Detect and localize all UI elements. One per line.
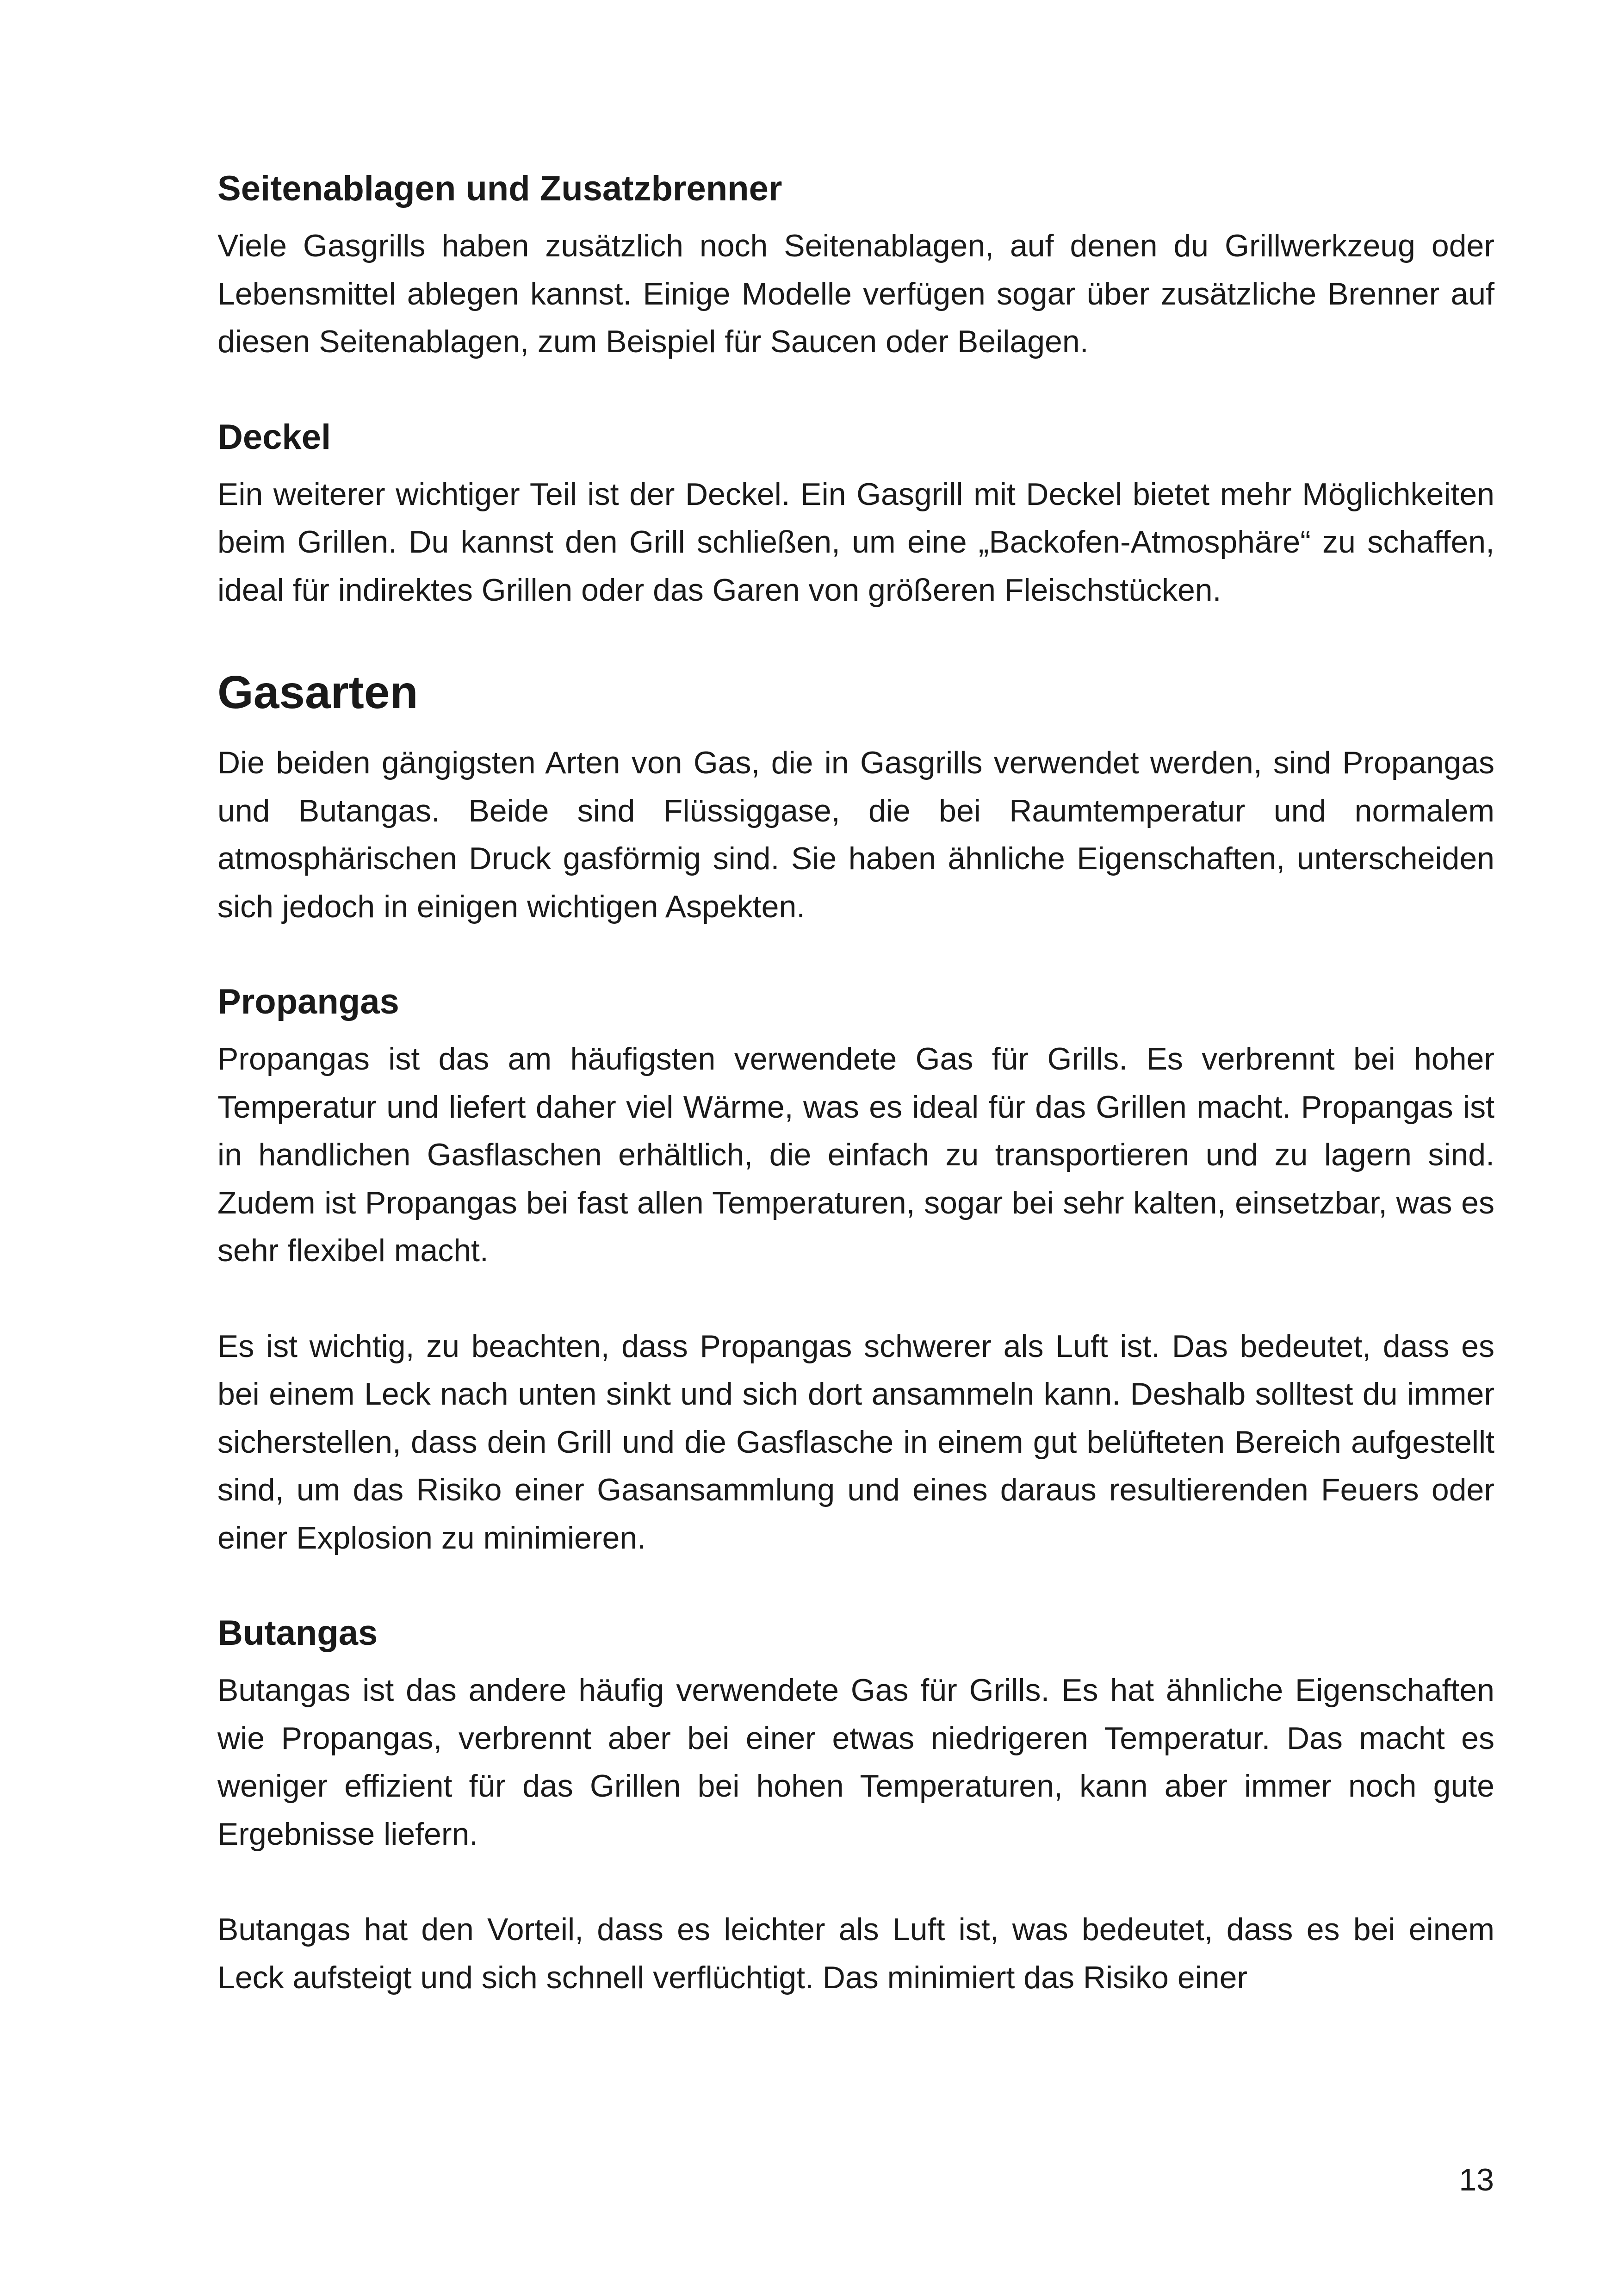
section-propangas	[217, 979, 1494, 1562]
paragraph: Ein weiterer wichtiger Teil ist der Deckel. Ein Gasgrill mit Deckel bietet mehr Möglichkeiten beim Grillen. Du kannst den Grill schließen, um eine „Backofen-Atmosphäre“ zu schaffen, ideal für indirektes Grillen oder das Garen von größeren Fleischstücken.	[217, 476, 1494, 608]
paragraph: Die beiden gängigsten Arten von Gas, die in Gasgrills verwendet werden, sind Propangas und Butangas. Beide sind Flüssiggase, die bei Raumtemperatur und normalem atmosphärischen Druck gasförmig sind. Sie haben ähnliche Eigenschaften, unterscheiden sich jedoch in einigen wichtigen Aspekten.	[217, 745, 1494, 924]
section-deckel	[217, 414, 1494, 615]
subheading-propangas: Propangas	[217, 982, 399, 1021]
section-butangas	[217, 1610, 1494, 2002]
heading-gasarten: Gasarten	[217, 666, 418, 718]
page-number: 13	[1459, 2162, 1494, 2197]
paragraph: Viele Gasgrills haben zusätzlich noch Seitenablagen, auf denen du Grillwerkzeug oder Lebensmittel ablegen kannst. Einige Modelle verfügen sogar über zusätzliche Brenner auf diesen Seitenablagen, zum Beispiel für Saucen oder Beilagen.	[217, 228, 1494, 359]
paragraph: Butangas ist das andere häufig verwendete Gas für Grills. Es hat ähnliche Eigenschaften wie Propangas, verbrennt aber bei einer etwas niedrigeren Temperatur. Das macht es weniger effizient für das Grillen bei hohen Temperaturen, kann aber immer noch gute Ergebnisse liefern.	[217, 1673, 1494, 1852]
subheading-deckel: Deckel	[217, 417, 331, 457]
section-seitenablagen	[217, 166, 1494, 366]
subheading-butangas: Butangas	[217, 1613, 378, 1653]
section-gasarten	[217, 662, 1494, 931]
paragraph: Butangas hat den Vorteil, dass es leichter als Luft ist, was bedeutet, dass es bei einem Leck aufsteigt und sich schnell verflüchtigt. Das minimiert das Risiko einer	[217, 1912, 1494, 1995]
paragraph: Propangas ist das am häufigsten verwendete Gas für Grills. Es verbrennt bei hoher Temperatur und liefert daher viel Wärme, was es ideal für das Grillen macht. Propangas ist in handlichen Gasflaschen erhältlich, die einfach zu transportieren und zu lagern sind. Zudem ist Propangas bei fast allen Temperaturen, sogar bei sehr kalten, einsetzbar, was es sehr flexibel macht.	[217, 1041, 1494, 1268]
paragraph: Es ist wichtig, zu beachten, dass Propangas schwerer als Luft ist. Das bedeutet, dass es bei einem Leck nach unten sinkt und sich dort ansammeln kann. Deshalb solltest du immer sicherstellen, dass dein Grill und die Gasflasche in einem gut belüfteten Bereich aufgestellt sind, um das Risiko einer Gasansammlung und eines daraus resultierenden Feuers oder einer Explosion zu minimieren.	[217, 1328, 1494, 1556]
subheading-seitenablagen: Seitenablagen und Zusatzbrenner	[217, 169, 782, 208]
page-content	[217, 166, 1494, 2050]
